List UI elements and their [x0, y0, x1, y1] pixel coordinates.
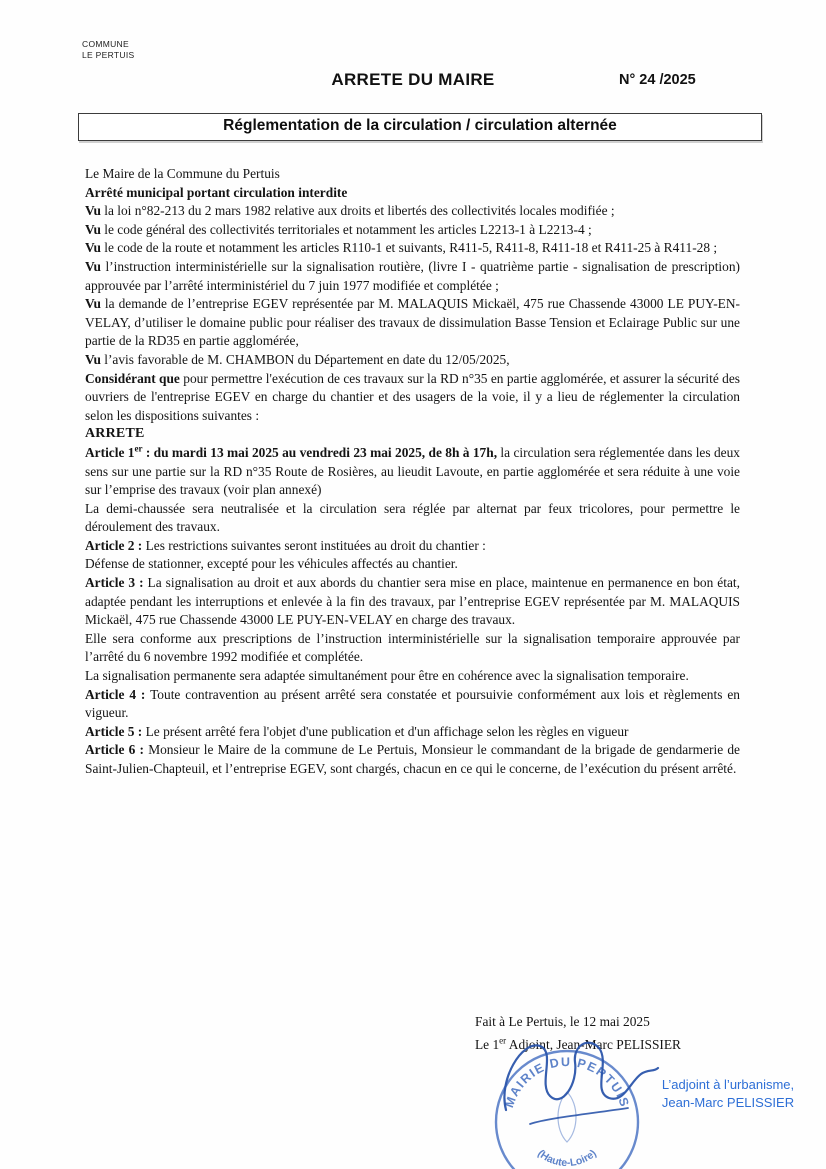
article-3-text: La signalisation au droit et aux abords du chantier sera mise en place, maintenue en permanence en bon état, adaptée pendant les interruptions et enlevée à la fin des travaux, par l’entreprise EGEV représentée par M. MALAQUIS Mickaël, 475 rue Chassende 43000 LE PUY-EN-VELAY en charge des travaux.	[85, 575, 740, 628]
adjoint-note	[642, 1076, 814, 1111]
vu-text: le code de la route et notamment les articles R110-1 et suivants, R411-5, R411-8, R411-18 et R411-25 à R411-28 ;	[100, 240, 718, 256]
article-2-lead: Article 2 :	[85, 537, 143, 553]
vu-paragraph-4	[85, 258, 740, 295]
vu-lead: Vu	[85, 240, 101, 256]
article-3-lead: Article 3 :	[85, 575, 144, 591]
article-1-dates: du mardi 13 mai 2025 au vendredi 23 mai 2025, de 8h à 17h,	[150, 444, 498, 460]
article-1-line-2: La demi-chaussée sera neutralisée et la circulation sera réglée par alternat par feux tricolores, pour permettre le déroulement des travaux.	[85, 500, 740, 535]
article-5-text: Le présent arrêté fera l'objet d'une publication et d'un affichage selon les règles en vigueur	[142, 723, 629, 739]
vu-paragraph-2	[85, 221, 740, 240]
document-title: ARRETE DU MAIRE	[331, 70, 495, 89]
stamp-top-arc	[502, 1055, 632, 1110]
document-body	[0, 141, 826, 779]
document-header	[0, 0, 826, 113]
vu-text: l’instruction interministérielle sur la signalisation routière, (livre I - quatrième partie - signalisation de prescription) approuvée par l’arrêté interministériel du 7 juin 1977 modifiée et complétée ;	[85, 258, 740, 293]
article-6	[85, 741, 740, 778]
subject-box: Réglementation de la circulation / circulation alternée	[78, 113, 762, 141]
considerant-text: pour permettre l'exécution de ces travaux sur la RD n°35 en partie agglomérée, et assurer la sécurité des ouvriers de l'entreprise EGEV en charge du chantier et des usagers de la voie, il y a lieu de réglementer la circulation selon les dispositions suivantes :	[85, 370, 740, 423]
article-1-lead: Article 1er : du mardi 13 mai 2025 au vendredi 23 mai 2025, de 8h à 17h,	[85, 443, 498, 460]
vu-text: la loi n°82-213 du 2 mars 1982 relative aux droits et libertés des collectivités locales modifiée ;	[100, 203, 615, 219]
article-4-text: Toute contravention au présent arrêté sera constatée et poursuivie conformément aux lois et règlements en vigueur.	[85, 686, 740, 721]
article-4-lead: Article 4 :	[85, 686, 146, 702]
article-5-lead: Article 5 :	[85, 723, 143, 739]
signature-flourish	[530, 1108, 628, 1124]
vu-paragraph-5	[85, 295, 740, 351]
article-3-line-2: Elle sera conforme aux prescriptions de l’instruction interministérielle sur la signalisation temporaire approuvée par l’arrêté du 6 novembre 1992 modifiée et complétée.	[85, 630, 740, 665]
stamp-top-text: MAIRIE DU PERTUIS	[501, 1054, 632, 1110]
adjoint-name: Jean-Marc PELISSIER	[661, 1094, 795, 1110]
article-2-text: Les restrictions suivantes seront instituées au droit du chantier :	[142, 537, 486, 553]
vu-text: le code général des collectivités territoriales et notamment les articles L2213-1 à L2213-4 ;	[100, 221, 592, 237]
vu-paragraph-6	[85, 351, 740, 370]
article-5	[85, 723, 740, 742]
vu-text: l’avis favorable de M. CHAMBON du Département en date du 12/05/2025,	[100, 351, 510, 367]
vu-text: la demande de l’entreprise EGEV représentée par M. MALAQUIS Mickaël, 475 rue Chassende 43000 LE PUY-EN-VELAY, d’utiliser le domaine public pour réaliser des travaux de dissimulation Basse Tension et Eclairage Public sur une partie de la RD35 en partie agglomérée,	[85, 296, 740, 349]
signatory-superscript: er	[499, 1035, 507, 1046]
commune-line-2: LE PERTUIS	[82, 49, 135, 60]
opening-line: Le Maire de la Commune du Pertuis	[85, 166, 280, 181]
document-number: N° 24 /2025	[619, 72, 696, 88]
article-2	[85, 537, 740, 556]
article-3-line-3: La signalisation permanente sera adaptée simultanément pour être en cohérence avec la signalisation temporaire.	[85, 668, 689, 684]
adjoint-title: L’adjoint à l’urbanisme,	[661, 1077, 795, 1092]
article-6-lead: Article 6 :	[85, 742, 144, 758]
considerant-paragraph	[85, 370, 740, 426]
vu-paragraph-1	[85, 202, 740, 221]
signatory-line: Le 1er Adjoint, Jean-Marc PELISSIER	[475, 1035, 681, 1052]
stamp-bottom-text: (Haute-Loire)	[535, 1147, 599, 1169]
article-6-text: Monsieur le Maire de la commune de Le Pertuis, Monsieur le commandant de la brigade de gendarmerie de Saint-Julien-Chapteuil, et l’entreprise EGEV, sont chargés, chacun en ce qui le concerne, de l’exécution du présent arrêté.	[85, 742, 740, 776]
article-3	[85, 574, 740, 630]
vu-lead: Vu	[85, 221, 101, 237]
stamp-bottom-arc	[535, 1148, 599, 1169]
place-and-date: Fait à Le Pertuis, le 12 mai 2025	[475, 1014, 650, 1029]
article-1-superscript: er	[134, 443, 143, 454]
decree-heading: Arrêté municipal portant circulation interdite	[85, 184, 348, 200]
vu-lead: Vu	[85, 351, 101, 367]
commune-line-1: COMMUNE	[82, 39, 129, 49]
commune-name	[82, 39, 134, 60]
article-1	[85, 444, 740, 500]
article-1-text: la circulation sera réglementée dans les deux sens sur une partie sur la RD n°35 Route de Rosières, au lieudit Lavoute, en partie agglomérée et sera réduite à une voie sur l’emprise des travaux (voir plan annexé)	[85, 444, 740, 498]
vu-paragraph-3	[85, 239, 740, 258]
arrete-heading: ARRETE	[85, 426, 145, 442]
article-4	[85, 686, 740, 723]
vu-lead: Vu	[85, 296, 101, 312]
considerant-lead: Considérant que	[85, 370, 180, 386]
vu-lead: Vu	[85, 203, 101, 219]
vu-lead: Vu	[85, 258, 101, 274]
article-2-line-2: Défense de stationner, excepté pour les véhicules affectés au chantier.	[85, 556, 458, 572]
